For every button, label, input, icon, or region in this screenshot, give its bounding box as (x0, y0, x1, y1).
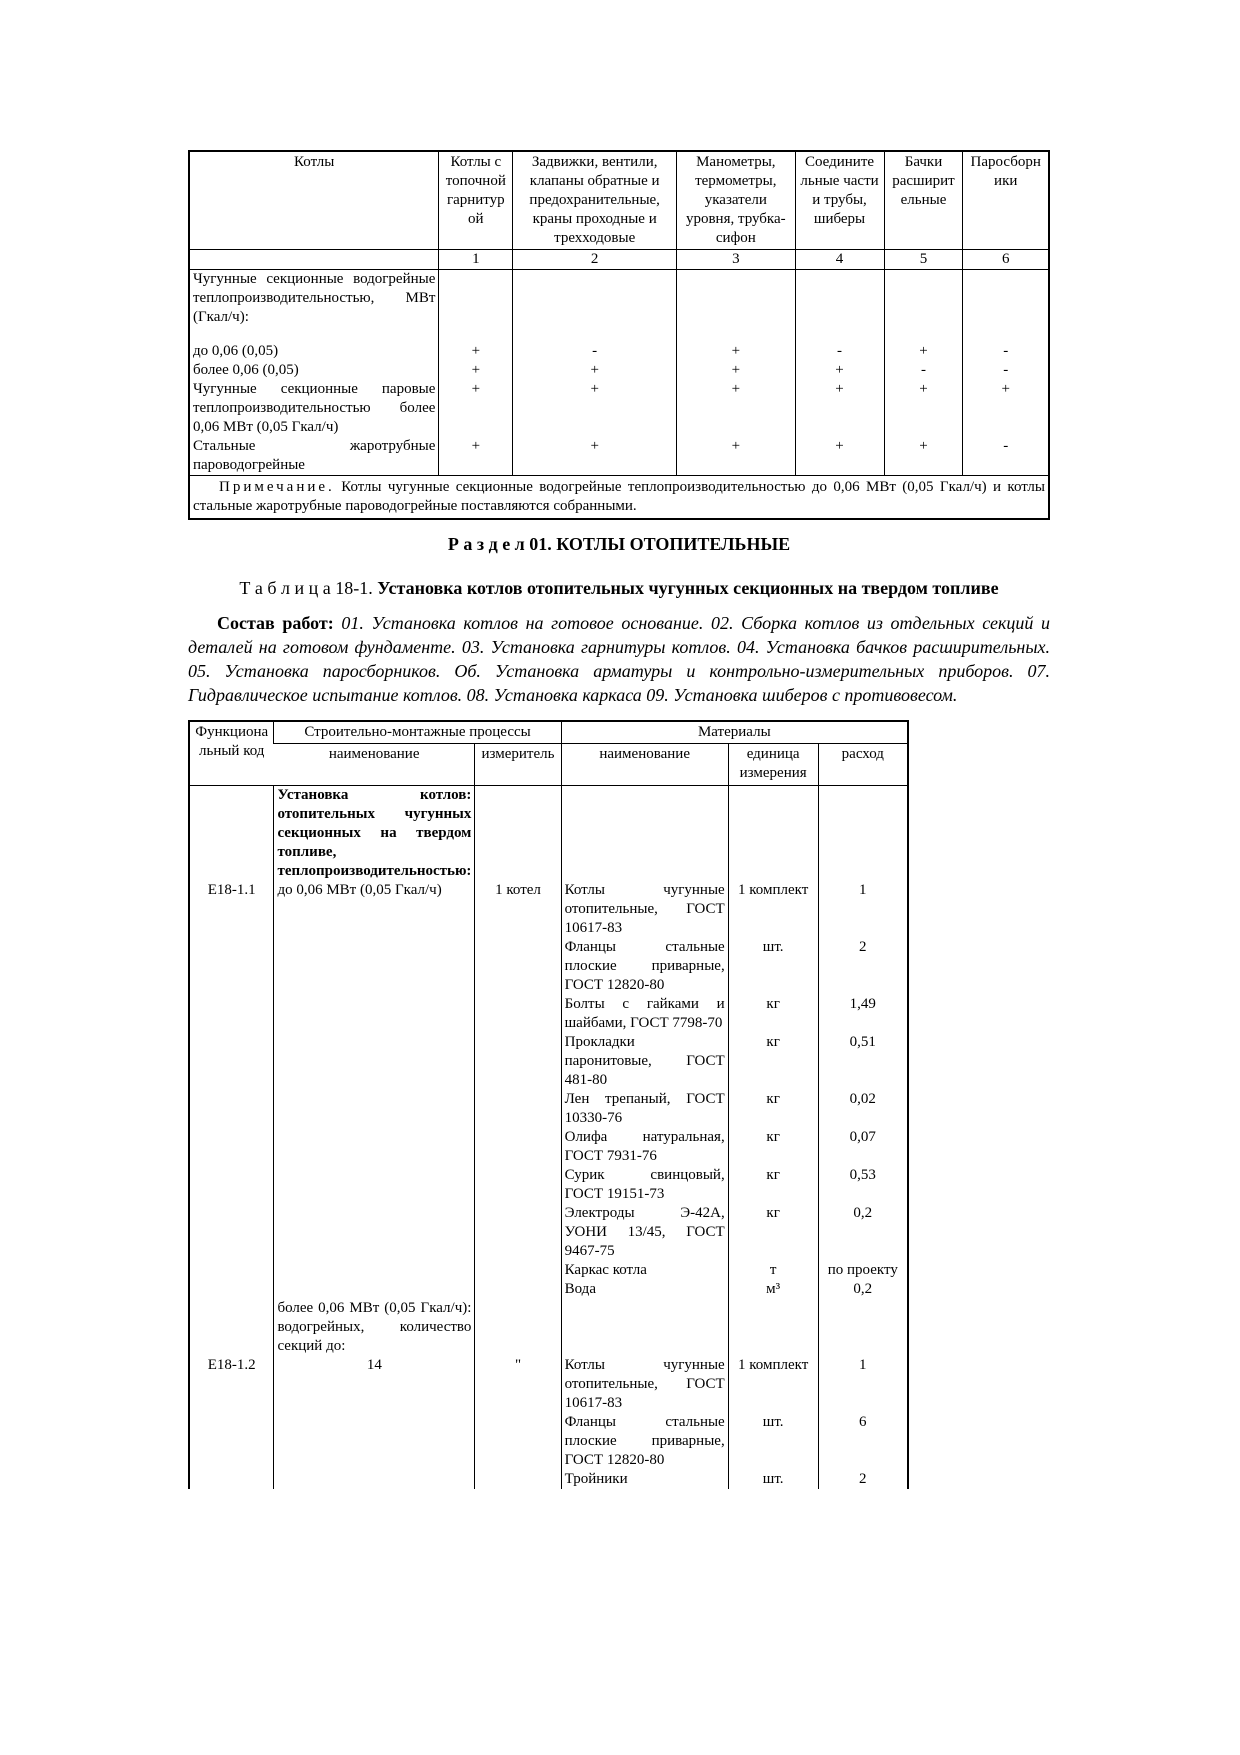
table-cell: + (963, 380, 1049, 437)
material-unit: 1 комплект (728, 881, 818, 938)
material-unit: шт. (728, 1413, 818, 1470)
group-title: более 0,06 МВт (0,05 Гкал/ч): водогрейных, количество секций до: (274, 1299, 475, 1356)
table-cell: - (963, 342, 1049, 361)
header-processes: Строительно-монтажные процессы (274, 721, 561, 744)
table-note (189, 476, 1049, 520)
material-unit: кг (728, 1128, 818, 1166)
function-code: E18-1.2 (207, 1357, 256, 1373)
header-material-name: наименование (561, 744, 728, 786)
material-name: Лен трепаный, ГОСТ 10330-76 (561, 1090, 728, 1128)
material-usage: 2 (818, 938, 908, 995)
table-row (189, 995, 908, 1033)
material-usage: по проекту (818, 1261, 908, 1280)
material-usage: 2 (818, 1470, 908, 1489)
boiler-equipment-table (188, 150, 1050, 520)
column-number-cell: 2 (513, 250, 677, 270)
table-caption (188, 575, 1050, 601)
table-cell: + (884, 342, 963, 361)
table-cell: + (677, 380, 795, 437)
table-cell: - (963, 361, 1049, 380)
material-usage: 0,02 (818, 1090, 908, 1128)
material-usage: 1 (818, 881, 908, 938)
table-header-row (189, 721, 908, 744)
header-name: наименование (274, 744, 475, 786)
material-name: Котлы чугунные отопительные, ГОСТ 10617-83 (561, 1356, 728, 1413)
header-cell: Манометры, термометры, указатели уровня, трубка-сифон (677, 151, 795, 250)
table-cell: + (439, 437, 513, 476)
header-code: Функциона льный код (195, 724, 269, 759)
material-name: Фланцы стальные плоские приварные, ГОСТ 12820-80 (561, 1413, 728, 1470)
table-row (189, 361, 1049, 380)
table-cell: + (795, 437, 884, 476)
header-cell: Бачки расширит ельные (884, 151, 963, 250)
header-materials: Материалы (561, 721, 908, 744)
table-cell: + (677, 361, 795, 380)
process-meter: " (475, 1356, 561, 1413)
table-cell: - (963, 437, 1049, 476)
header-unit: единица измерения (728, 744, 818, 786)
table-cell: - (795, 342, 884, 361)
material-usage: 1 (818, 1356, 908, 1413)
group-title: Установка котлов: отопительных чугунных секционных на твердом топливе, теплопроизводительностью: (274, 786, 475, 882)
section-title: Р а з д е л 01. КОТЛЫ ОТОПИТЕЛЬНЫЕ (447, 534, 791, 554)
table-row (189, 1033, 908, 1090)
group-label: Чугунные секционные водогрейные теплопроизводительностью, МВт (Гкал/ч): (193, 271, 436, 325)
material-unit: кг (728, 1166, 818, 1204)
table-row (189, 342, 1049, 361)
material-name: Электроды Э-42А, УОНИ 13/45, ГОСТ 9467-75 (561, 1204, 728, 1261)
row-label: Стальные жаротрубные пароводогрейные (193, 438, 436, 473)
material-unit: м³ (728, 1280, 818, 1299)
material-unit: шт. (728, 1470, 818, 1489)
header-cell: Паросборн ики (963, 151, 1049, 250)
document-page (188, 150, 1050, 1489)
process-meter: 1 котел (475, 881, 561, 938)
table-cell: + (884, 437, 963, 476)
table-row (189, 270, 1049, 343)
note-prefix: Примечание. (219, 479, 335, 495)
table-cell: + (439, 380, 513, 437)
material-name: Сурик свинцовый, ГОСТ 19151-73 (561, 1166, 728, 1204)
table-row (189, 881, 908, 938)
column-number-cell: 4 (795, 250, 884, 270)
table-row (189, 1166, 908, 1204)
material-name: Каркас котла (561, 1261, 728, 1280)
material-unit: 1 комплект (728, 1356, 818, 1413)
composition-text: 01. Установка котлов на готовое основание. 02. Сборка котлов из отдельных секций и деталей на готовом фундаменте. 03. Установка гарнитуры котлов. 04. Установка бачков расширительных. 05. Установка паросборников. Об. Установка арматуры и контрольно-измерительных приборов. 07. Гидравлическое испытание котлов. 08. Установка каркаса 09. Установка шиберов с противовесом. (188, 613, 1050, 705)
table-cell: + (677, 342, 795, 361)
row-label: более 0,06 (0,05) (193, 362, 299, 378)
material-unit: шт. (728, 938, 818, 995)
installation-norms-table (188, 720, 909, 1489)
material-name: Прокладки паронитовые, ГОСТ 481-80 (561, 1033, 728, 1090)
table-cell: + (513, 361, 677, 380)
function-code: E18-1.1 (207, 882, 256, 898)
column-number-row (189, 250, 1049, 270)
column-number-cell: 5 (884, 250, 963, 270)
table-row (189, 437, 1049, 476)
material-usage: 0,53 (818, 1166, 908, 1204)
material-unit: кг (728, 1090, 818, 1128)
table-row (189, 1280, 908, 1299)
material-name: Болты с гайками и шайбами, ГОСТ 7798-70 (561, 995, 728, 1033)
table-cell: + (513, 437, 677, 476)
table-row (189, 1261, 908, 1280)
caption-title: Установка котлов отопительных чугунных секционных на твердом топливе (377, 578, 999, 598)
header-meter: измеритель (475, 744, 561, 786)
material-usage: 0,51 (818, 1033, 908, 1090)
column-number-cell: 6 (963, 250, 1049, 270)
material-name: Фланцы стальные плоские приварные, ГОСТ 12820-80 (561, 938, 728, 995)
material-usage: 1,49 (818, 995, 908, 1033)
process-name: до 0,06 МВт (0,05 Гкал/ч) (274, 881, 475, 938)
composition-label: Состав работ: (217, 613, 334, 633)
material-usage: 0,2 (818, 1204, 908, 1261)
material-name: Котлы чугунные отопительные, ГОСТ 10617-83 (561, 881, 728, 938)
material-unit: кг (728, 1033, 818, 1090)
table-cell: + (439, 361, 513, 380)
table-row (189, 380, 1049, 437)
material-unit: т (728, 1261, 818, 1280)
table-header-row (189, 151, 1049, 250)
table-cell: + (439, 342, 513, 361)
material-name: Тройники (561, 1470, 728, 1489)
table-row (189, 1299, 908, 1356)
table-row (189, 938, 908, 995)
material-usage: 0,2 (818, 1280, 908, 1299)
material-name: Вода (561, 1280, 728, 1299)
header-cell: Котлы с топочной гарнитур ой (439, 151, 513, 250)
material-unit: кг (728, 995, 818, 1033)
header-cell: Котлы (189, 151, 439, 250)
material-unit: кг (728, 1204, 818, 1261)
material-name: Олифа натуральная, ГОСТ 7931-76 (561, 1128, 728, 1166)
header-cell: Задвижки, вентили, клапаны обратные и предохранительные, краны проходные и трехходовые (513, 151, 677, 250)
column-number-cell (189, 250, 439, 270)
row-label: Чугунные секционные паровые теплопроизводительностью более 0,06 МВт (0,05 Гкал/ч) (193, 381, 436, 435)
table-row (189, 1090, 908, 1128)
table-cell: + (677, 437, 795, 476)
table-cell: - (884, 361, 963, 380)
header-usage: расход (818, 744, 908, 786)
column-number-cell: 1 (439, 250, 513, 270)
table-cell: + (513, 380, 677, 437)
table-cell: + (884, 380, 963, 437)
table-row (189, 1204, 908, 1261)
column-number-cell: 3 (677, 250, 795, 270)
table-row (189, 1356, 908, 1413)
table-cell: + (795, 380, 884, 437)
material-usage: 6 (818, 1413, 908, 1470)
table-row (189, 786, 908, 882)
work-composition (188, 611, 1050, 707)
table-row (189, 1470, 908, 1489)
table-note-row (189, 476, 1049, 520)
table-cell: + (795, 361, 884, 380)
row-label: до 0,06 (0,05) (193, 343, 279, 359)
table-row (189, 1128, 908, 1166)
process-name: 14 (274, 1356, 475, 1413)
note-text: Котлы чугунные секционные водогрейные теплопроизводительностью до 0,06 МВт (0,05 Гкал/ч) и котлы стальные жаротрубные пароводогрейные поставляются собранными. (193, 479, 1045, 514)
table-row (189, 1413, 908, 1470)
table-subheader-row (189, 744, 908, 786)
material-usage: 0,07 (818, 1128, 908, 1166)
header-cell: Соедините льные части и трубы, шиберы (795, 151, 884, 250)
caption-prefix: Т а б л и ц а 18-1. (239, 578, 378, 598)
table-cell: - (513, 342, 677, 361)
